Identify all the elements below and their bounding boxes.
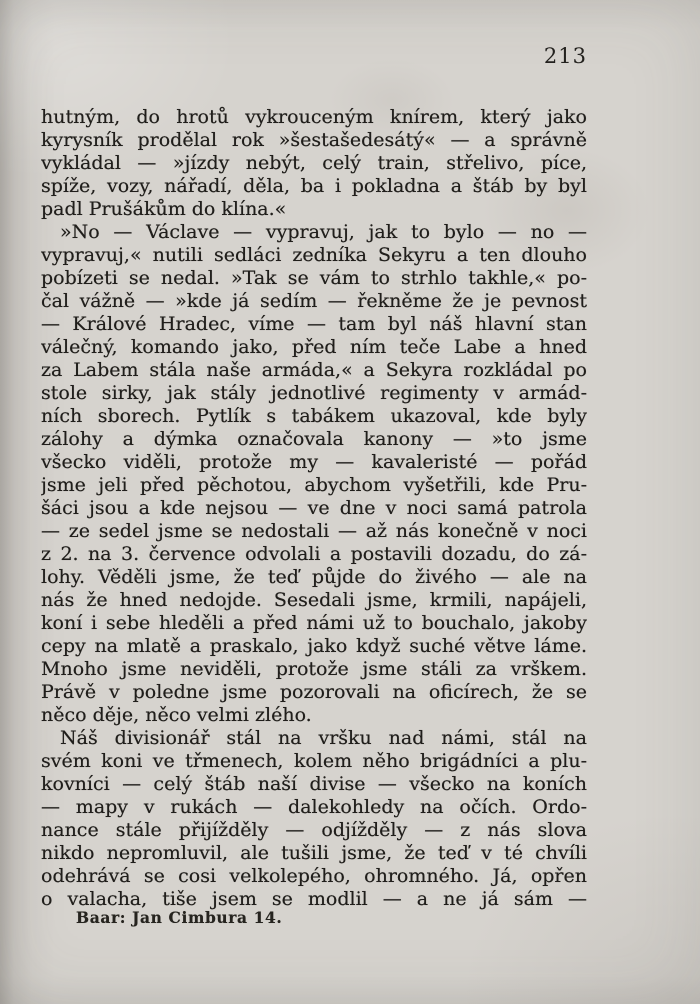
text-line: jsme jeli před pěchotou, abychom vyšetřili, kde Pru- [41, 474, 587, 496]
text-line: — Králové Hradec, víme — tam byl náš hlavní stan [41, 313, 587, 335]
text-line: za Labem stála naše armáda,« a Sekyra rozkládal po [41, 359, 587, 381]
text-line: čal vážně — »kde já sedím — řekněme že je pevnost [41, 290, 587, 312]
text-line: koní i sebe hleděli a před námi už to bouchalo, jakoby [41, 612, 587, 634]
text-line: o valacha, tiše jsem se modlil — a ne já sám — [41, 888, 587, 910]
text-line: vykládal — »jízdy nebýt, celý train, střelivo, píce, [41, 152, 587, 174]
text-line: nance stále přijížděly — odjížděly — z nás slova [41, 819, 587, 841]
text-line: válečný, komando jako, před ním teče Labe a hned [41, 336, 587, 358]
text-line: něco děje, něco velmi zlého. [41, 704, 312, 726]
text-line: svém koni ve třmenech, kolem něho brigádníci a plu- [41, 750, 587, 772]
text-line: z 2. na 3. července odvolali a postavili dozadu, do zá- [41, 543, 587, 565]
text-line: odehrává se cosi velkolepého, ohromného. Já, opřen [41, 865, 587, 887]
page-text [41, 106, 587, 911]
text-line: — ze sedel jsme se nedostali — až nás konečně v noci [41, 520, 587, 542]
text-line: šáci jsou a kde nejsou — ve dne v noci samá patrola [41, 497, 587, 519]
footer-note: Baar: Jan Cimbura 14. [76, 908, 283, 927]
text-line: hutným, do hrotů vykrouceným knírem, který jako [41, 106, 587, 128]
text-line: vypravuj,« nutili sedláci zedníka Sekyru a ten dlouho [41, 244, 587, 266]
text-line: padl Prušákům do klína.« [41, 198, 287, 220]
text-line: zálohy a dýmka označovala kanony — »to jsme [41, 428, 587, 450]
text-line: Náš divisionář stál na vršku nad námi, stál na [60, 727, 587, 749]
text-line: nikdo nepromluvil, ale tušili jsme, že teď v té chvíli [41, 842, 587, 864]
text-line: spíže, vozy, nářadí, děla, ba i pokladna a štáb by byl [41, 175, 587, 197]
text-line: Mnoho jsme neviděli, protože jsme stáli za vrškem. [41, 658, 587, 680]
text-line: kyrysník prodělal rok »šestašedesátý« — a správně [41, 129, 587, 151]
text-line: pobízeti se nedal. »Tak se vám to strhlo takhle,« po- [41, 267, 587, 289]
text-line: lohy. Věděli jsme, že teď půjde do živého — ale na [41, 566, 587, 588]
page-number: 213 [543, 44, 587, 68]
text-line: nás že hned nedojde. Sesedali jsme, krmili, napájeli, [41, 589, 587, 611]
text-line: všecko viděli, protože my — kavaleristé — pořád [41, 451, 587, 473]
text-line: kovníci — celý štáb naší divise — všecko na koních [41, 773, 587, 795]
text-line: cepy na mlatě a praskalo, jako když suché větve láme. [41, 635, 587, 657]
text-line: ních sborech. Pytlík s tabákem ukazoval, kde byly [41, 405, 587, 427]
text-line: »No — Václave — vypravuj, jak to bylo — no — [60, 221, 587, 243]
text-line: — mapy v rukách — dalekohledy na očích. Ordo- [41, 796, 587, 818]
text-line: stole sirky, jak stály jednotlivé regimenty v armád- [41, 382, 587, 404]
text-line: Právě v poledne jsme pozorovali na oficírech, že se [41, 681, 587, 703]
